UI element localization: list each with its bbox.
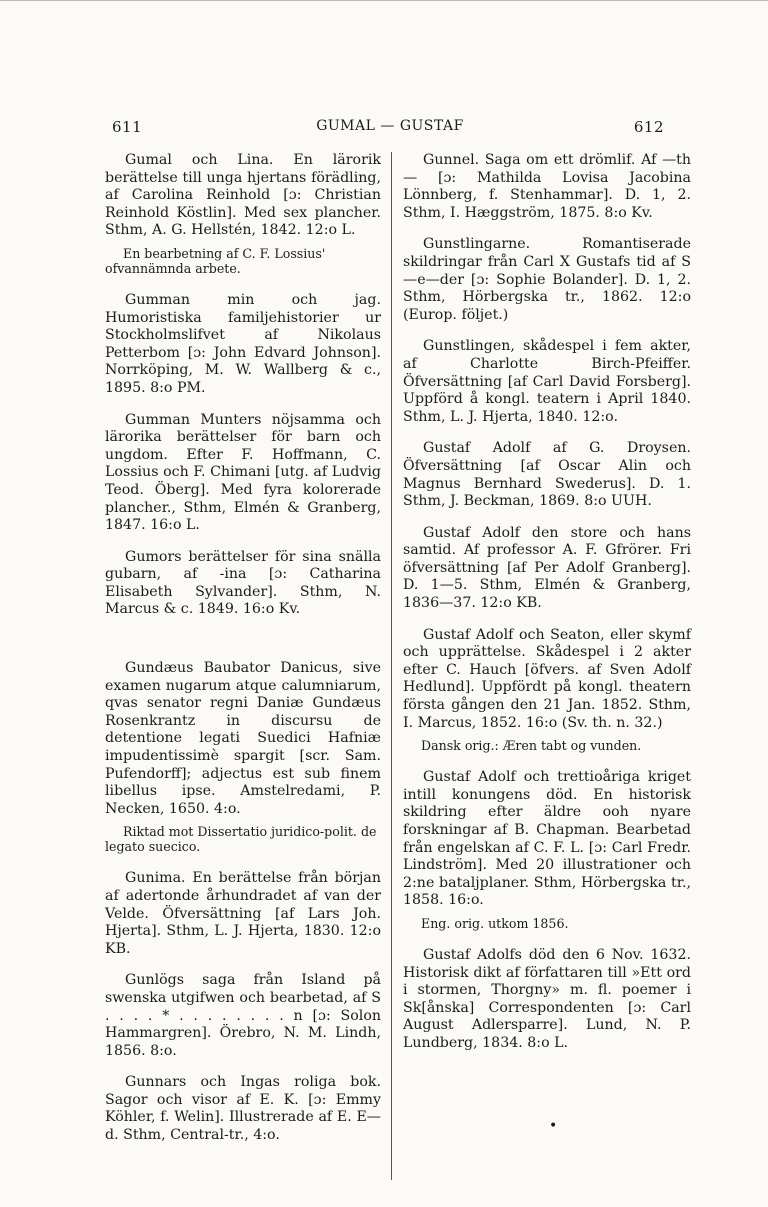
entry-gustaf-adolfs-dod: Gustaf Adolfs död den 6 Nov. 1632. Historisk dikt af författaren till »Ett ord i stormen, Thorgny» m. fl. poemer i Sk[ånska] Correspondenten [ɔ: Carl August Adlersparre]. Lund, N. P. Lundberg, 1834. 8:o L.	[403, 946, 691, 1051]
entry-gumman-munters: Gumman Munters nöjsamma och lärorika berättelser för barn och ungdom. Efter F. Hoffmann, C. Lossius och F. Chimani [utg. af Ludvig Teod. Öberg]. Med fyra kolorerade plancher., Sthm, Elmén & Granberg, 1847. 16:o L.	[105, 411, 381, 534]
entry-gumors: Gumors berättelser för sina snälla gubarn, af -ina [ɔ: Catharina Elisabeth Sylvander]. Sthm, N. Marcus & c. 1849. 16:o Kv.	[105, 548, 381, 618]
entry-gunnars: Gunnars och Ingas roliga bok. Sagor och visor af E. K. [ɔ: Emmy Köhler, f. Welin]. Illustrerade af E. E—d. Sthm, Central-tr., 4:o.	[105, 1074, 381, 1144]
entry-gustaf-adolf-droysen: Gustaf Adolf af G. Droysen. Öfversättning [af Oscar Alin och Magnus Bernhard Swederus]. D. 1. Sthm, J. Beckman, 1869. 8:o UUH.	[403, 440, 691, 510]
entry-gunnel: Gunnel. Saga om ett drömlif. Af —th— [ɔ: Mathilda Lovisa Jacobina Lönnberg, f. Stenhammar]. D. 1, 2. Sthm, I. Hæggström, 1875. 8:o Kv.	[403, 152, 691, 221]
note-chapman: Eng. orig. utkom 1856.	[421, 915, 569, 931]
note-gundaeus: Riktad mot Dissertatio juridico-polit. de legato suecico.	[105, 824, 377, 855]
entry-gunstlingarne: Gunstlingarne. Romantiserade skildringar från Carl X Gustafs tid af S—e—der [ɔ: Sophie Bolander]. D. 1, 2. Sthm, Hörbergska tr., 1862. 12:o (Europ. följet.)	[403, 236, 691, 323]
note-seaton: Dansk orig.: Æren tabt og vunden.	[421, 738, 642, 754]
entry-gumal: Gumal och Lina. En lärorik berättelse till unga hjertans förädling, af Carolina Reinhold [ɔ: Christian Reinhold Köstlin]. Med sex plancher. Sthm, A. G. Hellstén, 1842. 12:o L.	[105, 152, 381, 239]
page-number-left: 611	[112, 118, 143, 136]
entry-gustaf-adolf-seaton: Gustaf Adolf och Seaton, eller skymf och upprättelse. Skådespel i 2 akter efter C. Hauch [öfvers. af Sven Adolf Hedlund]. Uppfördt på kongl. theatern första gången den 21 Jan. 1852. Sthm, I. Marcus, 1852. 16:o (Sv. th. n. 32.)	[403, 626, 691, 731]
entry-gustaf-adolf-trettioariga: Gustaf Adolf och trettioåriga kriget intill konungens död. En historisk skildring efter äldre ooh nyare forskningar af B. Chapman. Bearbetad från engelskan af C. F. L. [ɔ: Carl Fredr. Lindström]. Med 20 illustrationer och 2:ne bataljplaner. Sthm, Hörbergska tr., 1858. 16:o.	[403, 769, 691, 909]
page-header	[112, 118, 668, 144]
entry-gumman-min: Gumman min och jag. Humoristiska familjehistorier ur Stockholmslifvet af Nikolaus Petterbom [ɔ: John Edvard Johnson]. Norrköping, M. W. Wallberg & c., 1895. 8:o PM.	[105, 291, 381, 396]
entry-gunstlingen: Gunstlingen, skådespel i fem akter, af Charlotte Birch-Pfeiffer. Öfversättning [af Carl David Forsberg]. Uppförd å kongl. teatern i April 1840. Sthm, L. J. Hjerta, 1840. 12:o.	[403, 338, 691, 425]
note-gumal: En bearbetning af C. F. Lossius' ofvannämnda arbete.	[105, 245, 326, 276]
left-column	[105, 152, 392, 660]
entry-gustaf-adolf-den-store: Gustaf Adolf den store och hans samtid. Af professor A. F. Gfrörer. Fri öfversättning [af Per Adolf Granberg]. D. 1—5. Sthm, Elmén & Granberg, 1836—37. 12:o KB.	[403, 524, 691, 612]
entry-gunima: Gunima. En berättelse från början af adertonde århundradet af van der Velde. Öfversättning [af Lars Joh. Hjerta]. Sthm, L. J. Hjerta, 1830. 12:o KB.	[105, 870, 381, 957]
entry-gunlogs: Gunlögs saga från Island på swenska utgifwen och bearbetad, af S . . . . * . . . . . . . . n [ɔ: Solon Hammargren]. Örebro, N. M. Lindh, 1856. 8:o.	[105, 972, 381, 1059]
page-number-right: 612	[633, 118, 664, 136]
top-rule	[0, 0, 768, 1]
entry-gundaeus: Gundæus Baubator Danicus, sive examen nugarum atque calumniarum, qvas senator regni Daniæ Gundæus Rosenkrantz in discursu de detentione legati Suedici Hafniæ impudentissimè spargit [scr. Sam. Pufendorff]; adjectus est sub finem libellus ipse. Amstelredami, P. Necken, 1650. 4:o.	[105, 660, 381, 817]
running-title: GUMAL — GUSTAF	[316, 118, 464, 134]
stray-mark: •	[549, 1118, 558, 1134]
left-column-lower	[105, 660, 392, 1180]
right-column	[403, 152, 691, 1067]
